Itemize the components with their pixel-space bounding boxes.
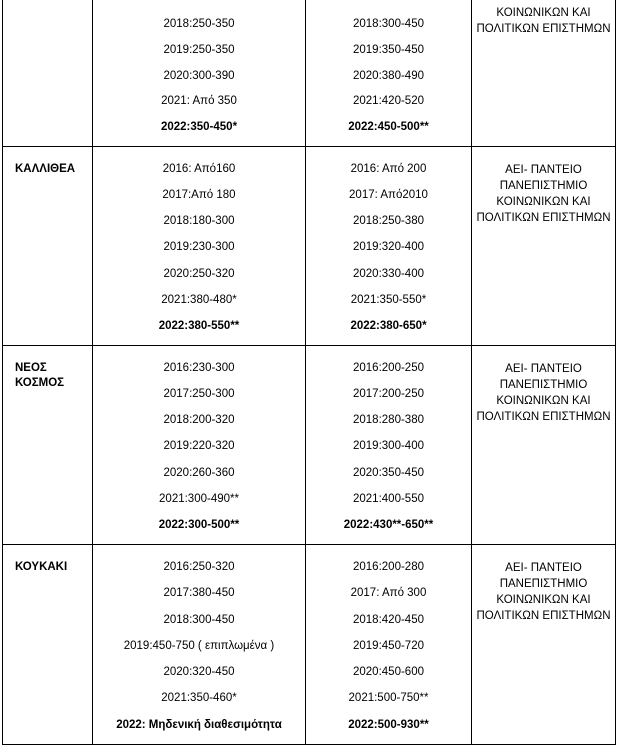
price-line: 2018:300-450 [163,613,235,626]
price-line: 2019:220-320 [163,440,235,453]
price-line: 2019:300-400 [353,440,424,453]
price-line: 2016:200-250 [353,362,424,374]
university-cell [472,147,615,345]
price-line-2022: 2022:450-500** [348,121,429,134]
price-line: 2021:350-550* [350,293,427,306]
price-line: 2020:330-400 [353,267,424,280]
price-line: 2019:230-300 [163,241,235,254]
price-line: 2018:250-380 [353,215,424,228]
price-line: 2021:420-520 [353,95,424,108]
price-line: 2016: Από160 [162,163,236,175]
rent-table [2,0,616,745]
table-row-neos-kosmos [2,346,616,545]
university-line: ΑΕΙ- ΠΑΝΤΕΙΟ [505,164,582,176]
university-line: ΠΑΝΕΠΙΣΤΗΜΙΟ [499,379,588,391]
price-line: 2019:450-750 ( επιπλωμένα ) [123,639,275,652]
area-name-line: ΚΟΣΜΟΣ [15,377,65,389]
price-line: 2021: Από 350 [161,95,237,108]
university-line: ΚΟΙΝΩΝΙΚΩΝ ΚΑΙ [496,594,591,606]
university-line: ΑΕΙ- ΠΑΝΤΕΙΟ [505,562,582,574]
price-line-2022: 2022:350-450* [160,121,238,134]
price-line: 2021:300-490** [159,492,239,505]
table-row-koukaki [2,545,616,745]
price-line: 2021:380-480* [161,293,237,306]
university-line: ΑΕΙ- ΠΑΝΤΕΙΟ [505,363,582,375]
price-line-2022: 2022:380-550** [158,319,240,332]
price-line: 2017: Από 300 [350,587,427,600]
price-line: 2019:350-450 [353,43,424,56]
area-name: ΚΑΛΛΙΘΕΑ [3,147,93,345]
price-line: 2018:200-320 [163,414,235,427]
area-name-line: ΝΕΟΣ [15,362,47,374]
price-line: 2018:420-450 [353,613,424,626]
price-range-col-b [306,0,472,146]
price-line: 2021:350-460* [161,692,237,705]
price-line-2022: 2022:300-500** [158,518,240,531]
price-line: 2020:380-490 [353,69,424,82]
university-line: ΚΟΙΝΩΝΙΚΩΝ ΚΑΙ [496,395,591,407]
price-line: 2016:250-320 [163,561,235,573]
price-range-col-a [93,147,306,345]
university-line: ΠΟΛΙΤΙΚΩΝ ΕΠΙΣΤΗΜΩΝ [476,610,611,622]
price-line-2022: 2022: Μηδενική διαθεσιμότητα [116,718,282,731]
price-line: 2017:200-250 [353,388,424,401]
university-cell [472,346,615,544]
price-line: 2021:500-750** [348,692,429,705]
price-line-2022: 2022:430**-650** [343,518,434,531]
university-line: ΚΟΙΝΩΝΙΚΩΝ ΚΑΙ [496,196,591,208]
price-line: 2019:450-720 [353,639,424,652]
university-cell [472,545,615,744]
price-line-2022: 2022:500-930** [348,718,429,731]
price-line: 2016:200-280 [353,561,424,573]
price-line: 2016: Από 200 [350,163,427,175]
price-line: 2018:250-350 [163,18,235,30]
university-line: ΚΟΙΝΩΝΙΚΩΝ ΚΑΙ [496,7,591,19]
price-line: 2020:260-360 [163,466,235,479]
price-line: 2017:250-300 [163,388,235,401]
university-line: ΠΑΝΕΠΙΣΤΗΜΙΟ [499,578,588,590]
price-line: 2016:230-300 [163,362,235,374]
price-range-col-a [93,545,306,744]
price-range-col-b [306,147,472,345]
price-line: 2018:280-380 [353,414,424,427]
university-line: ΠΑΝΕΠΙΣΤΗΜΙΟ [499,180,588,192]
price-line: 2020:300-390 [163,69,235,82]
price-range-col-a [93,346,306,544]
price-line-2022: 2022:380-650* [350,319,427,332]
university-line: ΠΟΛΙΤΙΚΩΝ ΕΠΙΣΤΗΜΩΝ [476,411,611,423]
price-line: 2019:320-400 [353,241,424,254]
price-line: 2017:Από 180 [162,189,236,202]
price-line: 2020:320-450 [163,666,235,679]
price-line: 2017:380-450 [163,587,235,600]
price-line: 2020:450-600 [353,666,424,679]
price-line: 2017: Από2010 [349,189,428,202]
price-line: 2019:250-350 [163,43,235,56]
price-line: 2018:180-300 [163,215,235,228]
price-line: 2020:350-450 [353,466,424,479]
area-cell [3,0,93,146]
price-range-col-b [306,545,472,744]
price-line: 2020:250-320 [163,267,235,280]
price-line: 2021:400-550 [353,492,424,505]
university-line: ΠΟΛΙΤΙΚΩΝ ΕΠΙΣΤΗΜΩΝ [476,212,611,224]
area-name [3,346,93,544]
price-range-col-b [306,346,472,544]
university-line: ΠΟΛΙΤΙΚΩΝ ΕΠΙΣΤΗΜΩΝ [476,23,611,35]
price-line: 2018:300-450 [353,18,424,30]
price-range-col-a [93,0,306,146]
table-row-continued [2,0,616,147]
table-row-kallithea [2,147,616,346]
university-cell [472,0,615,146]
area-name: ΚΟΥΚΑΚΙ [3,545,93,744]
